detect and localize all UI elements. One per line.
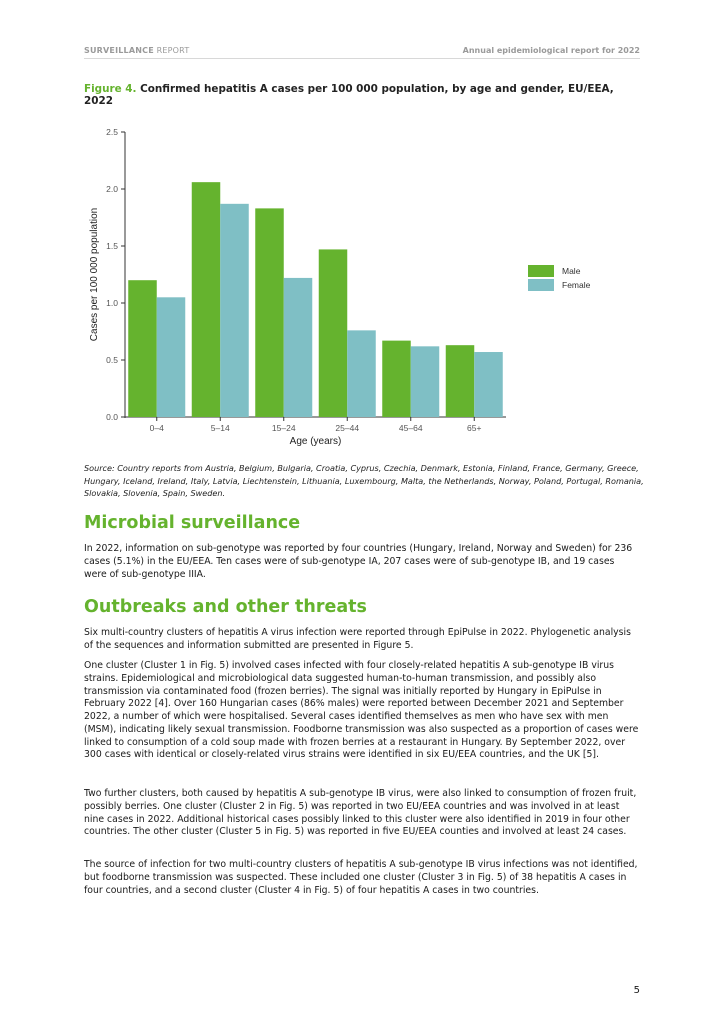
report-series-label: SURVEILLANCE REPORT bbox=[84, 46, 190, 55]
bar-female bbox=[347, 330, 376, 417]
bar-female bbox=[284, 278, 313, 417]
y-tick-label: 1.5 bbox=[106, 241, 118, 251]
bar-chart bbox=[84, 118, 624, 453]
y-tick-label: 2.0 bbox=[106, 184, 118, 194]
x-tick-label: 15–24 bbox=[271, 423, 296, 433]
legend-label-female: Female bbox=[562, 280, 591, 290]
x-tick-label: 65+ bbox=[467, 423, 482, 433]
bar-male bbox=[255, 208, 284, 417]
y-tick-label: 0.5 bbox=[106, 355, 118, 365]
legend-label-male: Male bbox=[562, 266, 581, 276]
page-header bbox=[84, 46, 640, 58]
x-tick-label: 45–64 bbox=[398, 423, 423, 433]
bar-female bbox=[220, 204, 249, 417]
section-heading-microbial: Microbial surveillance bbox=[84, 513, 301, 533]
paragraph-outbreaks-1: Six multi-country clusters of hepatitis A virus infection were reported through EpiPulse in 2022. Phylogenetic analysis of the sequences and information submitted are presented in Figure 5. bbox=[84, 627, 631, 651]
y-tick-label: 2.5 bbox=[106, 127, 118, 137]
x-tick-label: 0–4 bbox=[149, 423, 164, 433]
figure-title: Confirmed hepatitis A cases per 100 000 population, by age and gender, EU/EEA, 2022 bbox=[84, 83, 614, 107]
y-axis-title: Cases per 100 000 population bbox=[89, 207, 100, 342]
x-axis-title: Age (years) bbox=[289, 436, 342, 447]
paragraph-outbreaks-3: Two further clusters, both caused by hepatitis A sub-genotype IB virus, were also linked to consumption of frozen fruit, possibly berries. One cluster (Cluster 2 in Fig. 5) was reported in two EU/EEA countries and was involved in at least nine cases in 2022. Additional historical cases possibly linked to this cluster were also identified in 2019 in four other countries. The other cluster (Cluster 5 in Fig. 5) was reported in five EU/EEA counties and involved at least 24 cases. bbox=[84, 788, 637, 838]
y-tick-label: 0.0 bbox=[106, 412, 118, 422]
bar-female bbox=[157, 297, 186, 417]
bar-male bbox=[319, 249, 348, 417]
paragraph-microbial: In 2022, information on sub-genotype was reported by four countries (Hungary, Ireland, Norway and Sweden) for 236 cases (5.1%) in the EU/EEA. Ten cases were of sub-genotype IA, 207 cases were of sub-genotype IB, and 19 cases were of sub-genotype IIIA. bbox=[84, 543, 633, 580]
y-tick-label: 1.0 bbox=[106, 298, 118, 308]
bar-male bbox=[192, 182, 221, 417]
header-divider bbox=[84, 58, 640, 59]
x-tick-label: 25–44 bbox=[335, 423, 360, 433]
legend-swatch-male bbox=[528, 265, 554, 277]
bar-male bbox=[446, 345, 475, 417]
bar-male bbox=[382, 341, 411, 417]
legend-swatch-female bbox=[528, 279, 554, 291]
bar-male bbox=[128, 280, 157, 417]
section-heading-outbreaks: Outbreaks and other threats bbox=[84, 597, 367, 617]
x-tick-label: 5–14 bbox=[210, 423, 230, 433]
paragraph-outbreaks-2: One cluster (Cluster 1 in Fig. 5) involved cases infected with four closely-related hepatitis A sub-genotype IB virus strains. Epidemiological and microbiological data suggested human-to-human transmission, and possibly also transmission via contaminated food (frozen berries). The signal was initially reported by Hungary in EpiPulse in February 2022 [4]. Over 160 Hungarian cases (86% males) were reported between December 2021 and September 2022, a number of which were hospitalised. Several cases identified themselves as men who have sex with men (MSM), indicating likely sexual transmission. Foodborne transmission was also suspected as a proportion of cases were linked to consumption of a cold soup made with frozen berries at a restaurant in Hungary. By September 2022, over 300 cases with identical or closely-related virus strains were identified in six EU/EEA countries, and the UK [5]. bbox=[84, 660, 639, 761]
figure-source: Source: Country reports from Austria, Belgium, Bulgaria, Croatia, Cyprus, Czechia, Denmark, Estonia, Finland, France, Germany, Greece, Hungary, Iceland, Ireland, Italy, Latvia, Liechtenstein, Lithuania, Luxembourg, Malta, the Netherlands, Norway, Poland, Portugal, Romania, Slovakia, Slovenia, Spain, Sweden. bbox=[84, 463, 644, 499]
bar-female bbox=[411, 346, 440, 417]
paragraph-outbreaks-4: The source of infection for two multi-country clusters of hepatitis A sub-genotype IB virus infections was not identified, but foodborne transmission was suspected. These included one cluster (Cluster 3 in Fig. 5) of 38 hepatitis A cases in four countries, and a second cluster (Cluster 4 in Fig. 5) of four hepatitis A cases in two countries. bbox=[84, 859, 638, 896]
figure-caption bbox=[84, 83, 644, 107]
bar-female bbox=[474, 352, 503, 417]
figure-number: Figure 4. bbox=[84, 83, 137, 95]
page-number: 5 bbox=[633, 985, 640, 996]
report-title: Annual epidemiological report for 2022 bbox=[462, 46, 640, 55]
